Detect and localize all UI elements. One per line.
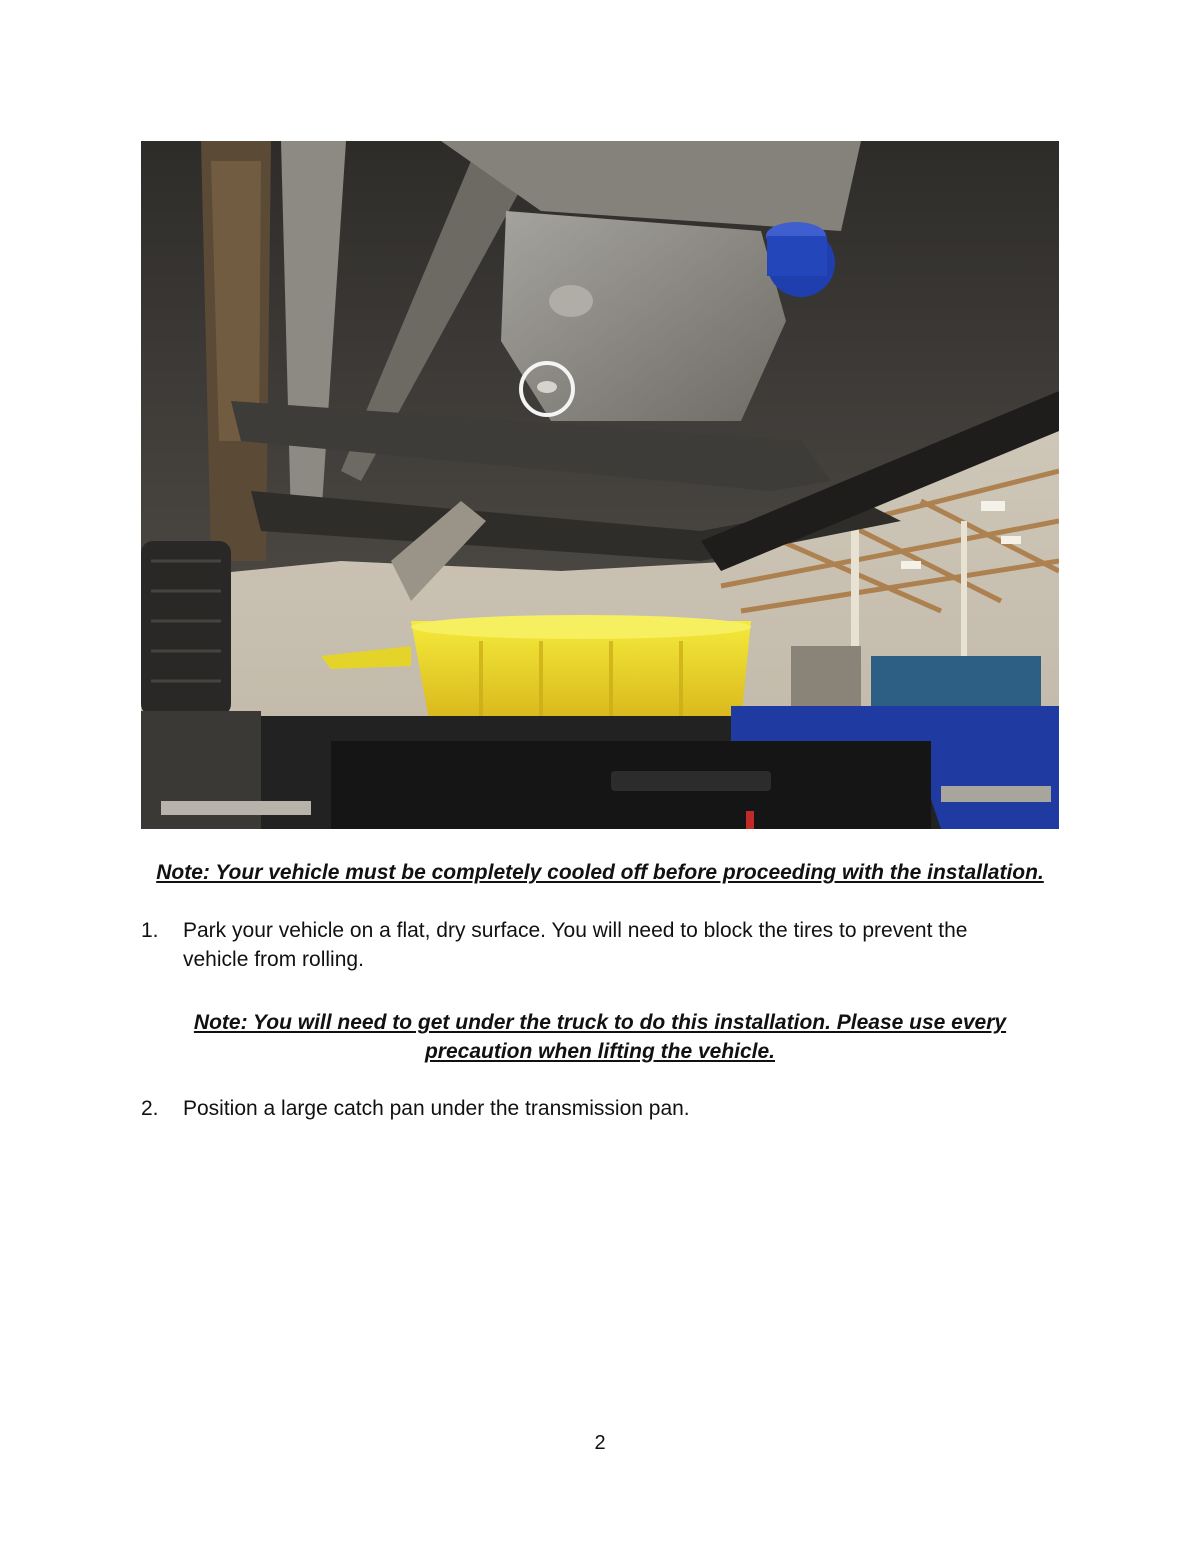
- step-1: [141, 916, 1021, 974]
- step-1-number: 1.: [141, 919, 159, 942]
- vehicle-underside-photo: [141, 141, 1059, 829]
- page-number: 2: [594, 1432, 606, 1454]
- step-1-text: Park your vehicle on a flat, dry surface. You will need to block the tires to prevent the vehicle from rolling.: [183, 919, 968, 971]
- note-get-under: Note: You will need to get under the truck to do this installation. Please use every precaution when lifting the vehicle.: [193, 1011, 1007, 1063]
- note-cooled-off: Note: Your vehicle must be completely cooled off before proceeding with the installation.: [156, 861, 1044, 884]
- step-2-text: Position a large catch pan under the transmission pan.: [183, 1097, 690, 1120]
- step-2-number: 2.: [141, 1097, 159, 1120]
- step-2: [141, 1094, 1021, 1123]
